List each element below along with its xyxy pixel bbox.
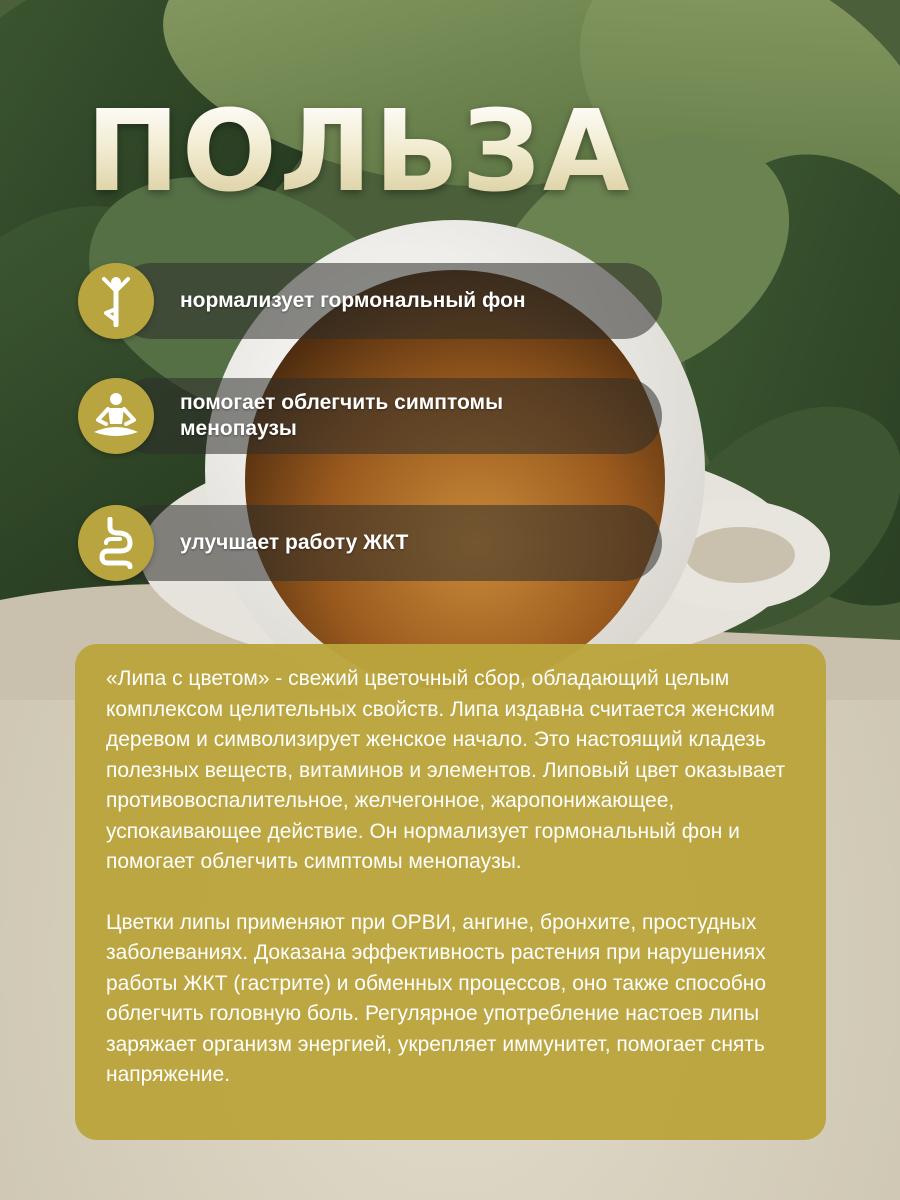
benefit-icon-circle xyxy=(78,263,154,339)
benefit-menopause xyxy=(78,378,540,454)
stomach-icon xyxy=(96,517,136,569)
benefit-hormones xyxy=(78,263,526,339)
benefit-text: улучшает работу ЖКТ xyxy=(180,530,409,554)
benefit-icon-circle xyxy=(78,378,154,454)
benefit-digestion xyxy=(78,505,408,581)
description-card xyxy=(75,644,826,1140)
yoga-pose-icon xyxy=(94,275,138,327)
benefit-text: нормализует гормональный фон xyxy=(180,288,526,312)
benefit-icon-circle xyxy=(78,505,154,581)
meditation-icon xyxy=(90,392,142,440)
benefit-text: помогает облегчить симптомы менопаузы xyxy=(180,390,503,440)
description-paragraph: Цветки липы применяют при ОРВИ, ангине, бронхите, простудных заболеваниях. Доказана эффективность растения при нарушениях работы ЖКТ (гастрите) и обменных процессов, оно также способно облегчить головную боль. Регулярное употребление настоев липы заряжает организм энергией, укрепляет иммунитет, помогает снять напряжение. xyxy=(106,910,767,1086)
description-paragraph: «Липа с цветом» - свежий цветочный сбор, обладающий целым комплексом целительных свойств. Липа издавна считается женским деревом и символизирует женское начало. Это настоящий кладезь полезных веществ, витаминов и элементов. Липовый цвет оказывает противовоспалительное, желчегонное, жаропонижающее, успокаивающее действие. Он нормализует гормональный фон и помогает облегчить симптомы менопаузы. xyxy=(106,667,786,873)
page-title: ПОЛЬЗА xyxy=(86,87,632,217)
